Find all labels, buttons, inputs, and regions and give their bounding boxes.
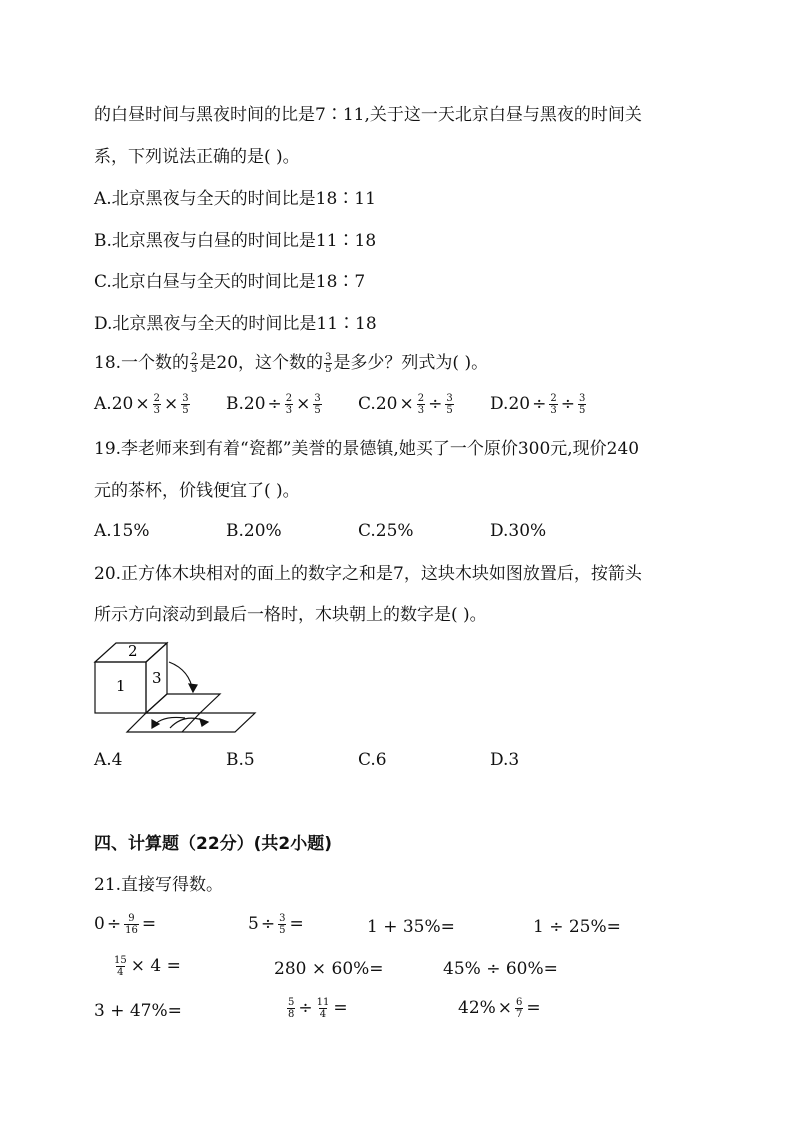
q21-expr-10: 42% × $\frac{6}{7}$ = [458,997,541,1020]
cube-side-number: 3 [152,669,162,687]
q21-expr-2: 5 ÷ $\frac{3}{5}$ = [248,913,304,936]
q20-line1: 20.正方体木块相对的面上的数字之和是7，这块木块如图放置后，按箭头 [94,564,642,584]
q18-option-d: D.20 ÷ $\frac{2}{3}$ ÷ $\frac{3}{5}$ [490,393,586,416]
q19-line1: 19.李老师来到有着“瓷都”美誉的景德镇,她买了一个原价300元,现价240 [94,439,640,459]
arrow-head-icon [189,684,197,692]
q20-option-a: A.4 [94,750,123,770]
q17-option-a: A.北京黑夜与全天的时间比是18∶11 [94,189,376,209]
q18-stem [94,352,488,375]
q17-line2: 系，下列说法正确的是( )。 [94,147,300,167]
q19-option-c: C.25% [358,521,414,541]
q21-title: 21.直接写得数。 [94,875,224,895]
q20-option-b: B.5 [226,750,255,770]
q18-fraction-2: $\frac{3}{5}$ [325,352,332,375]
q17-line1: 的白昼时间与黑夜时间的比是7∶11,关于这一天北京白昼与黑夜的时间关 [94,105,642,125]
q20-option-d: D.3 [490,750,520,770]
q20-line2: 所示方向滚动到最后一格时，木块朝上的数字是( )。 [94,605,487,625]
cube-front-number: 1 [116,677,126,695]
section-4-heading: 四、计算题（22分）(共2小题) [94,834,333,854]
grid-divider [182,713,200,732]
cube-rolling-diagram [90,640,270,740]
q21-expr-3: 1 + 35%= [367,917,455,937]
q18-option-c: C.20 × $\frac{2}{3}$ ÷ $\frac{3}{5}$ [358,393,453,416]
roll-arrow-1 [169,662,193,692]
q18-text-part2: 是20，这个数的 [199,353,324,373]
q21-expr-5: $\frac{15}{4}$ × 4 = [114,955,181,978]
q18-text-part1: 18.一个数的 [94,353,190,373]
q17-option-d: D.北京黑夜与全天的时间比是11∶18 [94,314,377,334]
arrow-head-icon [200,719,208,726]
q21-expr-1: 0 ÷ $\frac{9}{16}$ = [94,913,157,936]
grid-cell-1 [146,694,220,713]
q19-option-b: B.20% [226,521,282,541]
q21-expr-7: 45% ÷ 60%= [443,959,558,979]
q19-option-d: D.30% [490,521,547,541]
q18-option-b: B.20 ÷ $\frac{2}{3}$ × $\frac{3}{5}$ [226,393,321,416]
q19-line2: 元的茶杯，价钱便宜了( )。 [94,481,300,501]
q19-option-a: A.15% [94,521,150,541]
cube-top-number: 2 [128,642,138,660]
q21-expr-9: $\frac{5}{8}$ ÷ $\frac{11}{4}$ = [288,997,348,1020]
q17-option-c: C.北京白昼与全天的时间比是18∶7 [94,272,366,292]
q20-option-c: C.6 [358,750,387,770]
q21-expr-8: 3 + 47%= [94,1001,182,1021]
q18-option-a: A.20 × $\frac{2}{3}$ × $\frac{3}{5}$ [94,393,189,416]
q21-expr-4: 1 ÷ 25%= [533,917,621,937]
q18-text-part3: 是多少？列式为( )。 [333,353,489,373]
q18-fraction-1: $\frac{2}{3}$ [191,352,198,375]
q21-expr-6: 280 × 60%= [274,959,384,979]
q17-option-b: B.北京黑夜与白昼的时间比是11∶18 [94,231,377,251]
